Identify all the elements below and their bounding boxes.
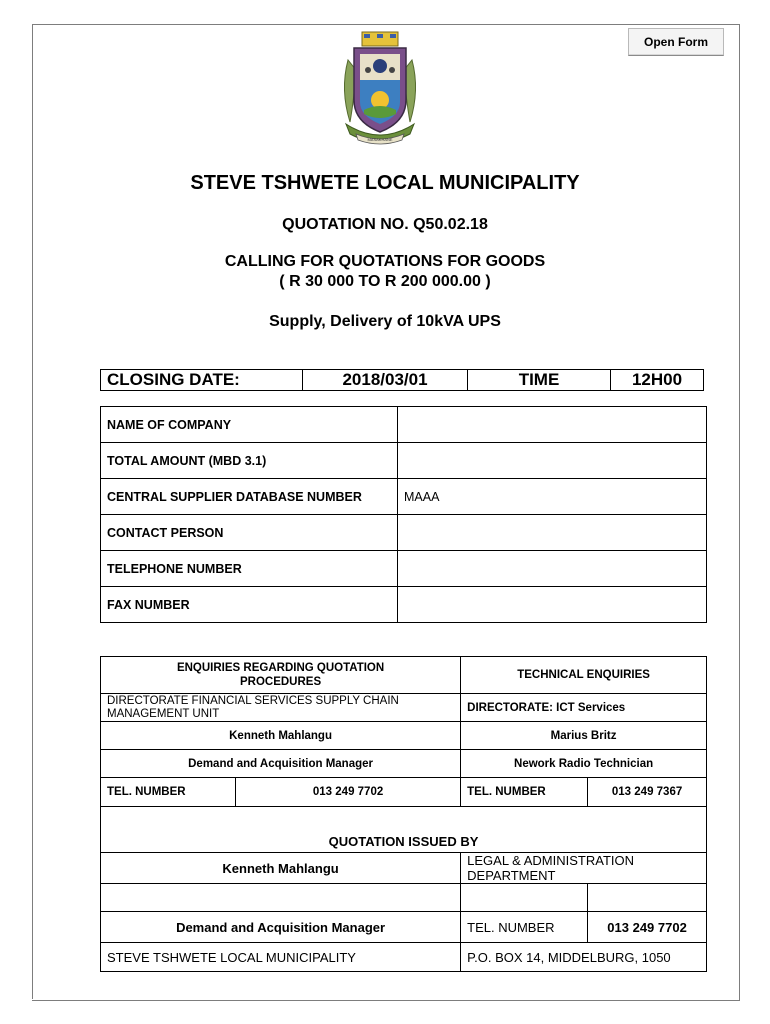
table-row [101, 515, 707, 551]
table-row [101, 443, 707, 479]
tel-label: TEL. NUMBER [101, 778, 236, 807]
table-row [101, 750, 707, 778]
detail-label: NAME OF COMPANY [101, 407, 398, 443]
calling-heading [0, 252, 770, 292]
contact-person-field[interactable] [398, 515, 707, 551]
technical-directorate: DIRECTORATE: ICT Services [461, 694, 707, 722]
closing-date-label: CLOSING DATE: [101, 370, 303, 391]
issuer-organisation: STEVE TSHWETE LOCAL MUNICIPALITY [101, 943, 461, 972]
table-row [101, 694, 707, 722]
open-form-button[interactable]: Open Form [628, 28, 724, 56]
svg-text:MASAKHANE: MASAKHANE [367, 137, 393, 142]
company-name-field[interactable] [398, 407, 707, 443]
issuer-address: P.O. BOX 14, MIDDELBURG, 1050 [461, 943, 707, 972]
technical-contact-title: Nework Radio Technician [461, 750, 707, 778]
detail-label: TOTAL AMOUNT (MBD 3.1) [101, 443, 398, 479]
procedure-enquiries-heading: ENQUIRIES REGARDING QUOTATION PROCEDURES [101, 657, 461, 694]
table-row [101, 479, 707, 515]
table-row [101, 778, 707, 807]
csd-number-field[interactable]: MAAA [398, 479, 707, 515]
calling-line-2: ( R 30 000 TO R 200 000.00 ) [279, 273, 491, 290]
tel-label: TEL. NUMBER [461, 778, 588, 807]
blank-cell [461, 884, 588, 912]
table-row [101, 407, 707, 443]
telephone-number-field[interactable] [398, 551, 707, 587]
quotation-subject: Supply, Delivery of 10kVA UPS [269, 313, 501, 330]
table-row [101, 884, 707, 912]
calling-line-1: CALLING FOR QUOTATIONS FOR GOODS [224, 253, 546, 270]
municipality-title: STEVE TSHWETE LOCAL MUNICIPALITY [190, 172, 580, 194]
blank-cell [588, 884, 707, 912]
detail-label: TELEPHONE NUMBER [101, 551, 398, 587]
company-details-table [100, 406, 707, 623]
table-row [101, 551, 707, 587]
technical-enquiries-heading: TECHNICAL ENQUIRIES [461, 657, 707, 694]
municipal-crest-logo [338, 30, 422, 148]
table-row [101, 807, 707, 853]
issuer-title: Demand and Acquisition Manager [101, 912, 461, 943]
total-amount-field[interactable] [398, 443, 707, 479]
detail-label: CENTRAL SUPPLIER DATABASE NUMBER [101, 479, 398, 515]
table-row [101, 912, 707, 943]
detail-label: FAX NUMBER [101, 587, 398, 623]
detail-label: CONTACT PERSON [101, 515, 398, 551]
issuer-name: Kenneth Mahlangu [101, 853, 461, 884]
quotation-number: QUOTATION NO. Q50.02.18 [282, 216, 488, 233]
closing-date-value: 2018/03/01 [303, 370, 468, 391]
table-row [101, 853, 707, 884]
table-row [101, 587, 707, 623]
closing-date-table [100, 369, 704, 391]
issuer-department: LEGAL & ADMINISTRATION DEPARTMENT [461, 853, 707, 884]
procedure-contact-name: Kenneth Mahlangu [101, 722, 461, 750]
issued-by-heading: QUOTATION ISSUED BY [101, 807, 707, 853]
table-row [101, 943, 707, 972]
fax-number-field[interactable] [398, 587, 707, 623]
table-row [101, 722, 707, 750]
enquiries-table [100, 656, 707, 972]
issuer-tel-number: 013 249 7702 [588, 912, 707, 943]
technical-contact-name: Marius Britz [461, 722, 707, 750]
procedure-tel-number: 013 249 7702 [236, 778, 461, 807]
closing-time-value: 12H00 [611, 370, 704, 391]
table-row [101, 657, 707, 694]
closing-time-label: TIME [468, 370, 611, 391]
blank-cell [101, 884, 461, 912]
tel-label: TEL. NUMBER [461, 912, 588, 943]
technical-tel-number: 013 249 7367 [588, 778, 707, 807]
procedure-contact-title: Demand and Acquisition Manager [101, 750, 461, 778]
procedure-directorate: DIRECTORATE FINANCIAL SERVICES SUPPLY CHAIN MANAGEMENT UNIT [101, 694, 461, 722]
